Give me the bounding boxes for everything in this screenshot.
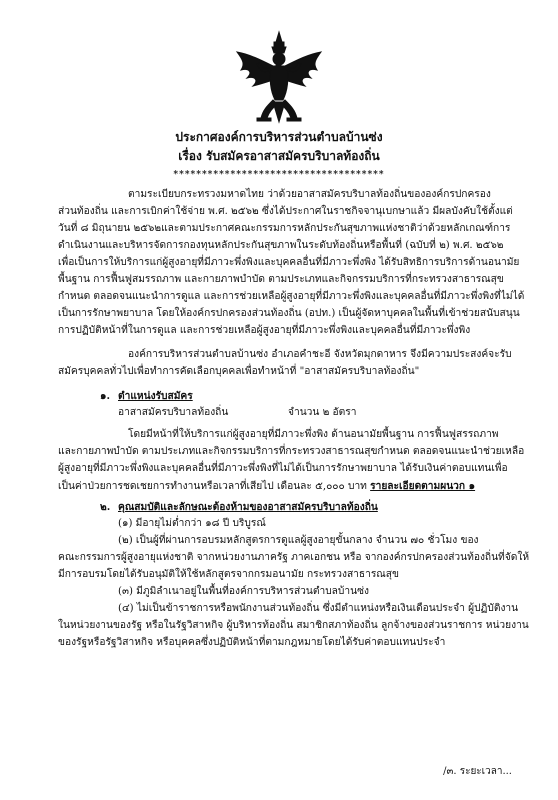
section1-heading: ตำแหน่งรับสมัคร — [118, 390, 193, 402]
intro-line: กำหนด ตลอดจนแนะนำการดูแล และการช่วยเหลือผู้สูงอายุที่มีภาวะพึ่งพิงและบุคคลอื่นที่มีภาวะพึ่งพิงที่ไม่ได้ — [58, 291, 525, 302]
section2-number: ๒. — [100, 501, 111, 513]
details-reference: รายละเอียดตามผนวก ๑ — [370, 480, 476, 492]
announcement-subject: เรื่อง รับสมัครอาสาสมัครบริบาลท้องถิ่น — [178, 149, 380, 163]
qualification-item: (๓) มีภูมิลำเนาอยู่ในพื้นที่องค์การบริหารส่วนตำบลบ้านซ่ง — [118, 586, 369, 597]
position-quota: จำนวน ๒ อัตรา — [288, 407, 357, 418]
section2-heading: คุณสมบัติและลักษณะต้องห้ามของอาสาสมัครบริบาลท้องถิ่น — [118, 501, 378, 513]
intro-line: ตามระเบียบกระทรวงมหาดไทย ว่าด้วยอาสาสมัครบริบาลท้องถิ่นขององค์กรปกครอง — [128, 189, 491, 200]
qualification-item: (๑) มีอายุไม่ต่ำกว่า ๑๘ ปี บริบูรณ์ — [118, 518, 266, 529]
qualification-item: ในหน่วยงานของรัฐ หรือในรัฐวิสาหกิจ ผู้บริหารท้องถิ่น สมาชิกสภาท้องถิ่น ลูกจ้างของส่วนราชการ หน่วยงาน — [58, 620, 529, 631]
intro-line: การปฏิบัติหน้าที่ในการดูแล และการช่วยเหลือผู้สูงอายุที่มีภาวะพึ่งพิงและบุคคลอื่นที่มีภาวะพึ่งพิง — [58, 325, 471, 336]
qualification-item: (๒) เป็นผู้ที่ผ่านการอบรมหลักสูตรการดูแลผู้สูงอายุขั้นกลาง จำนวน ๗๐ ชั่วโมง ของ — [118, 535, 479, 546]
duty-line: และกายภาพบำบัด ตามประเภทและกิจกรรมบริการที่กระทรวงสาธารณสุขกำหนด ตลอดจนแนะนำช่วยเหลือ — [58, 446, 525, 457]
duty-line: โดยมีหน้าที่ให้บริการแก่ผู้สูงอายุที่มีภาวะพึ่งพิง ด้านอนามัยพื้นฐาน การฟื้นฟูสรรถภาพ — [128, 429, 499, 440]
intro-line: ดำเนินงานและบริหารจัดการกองทุนหลักประกันสุขภาพในระดับท้องถิ่นหรือพื้นที่ (ฉบับที่ ๒) พ.ศ. ๒๕๖๒ — [58, 240, 504, 251]
intro-line: เพื่อเป็นการให้บริการแก่ผู้สูงอายุที่มีภาวะพึ่งพิงและบุคคลอื่นที่มีภาวะพึ่งพิง ได้รับสิทธิการบริการด้านอนามัย — [58, 257, 520, 268]
intro-line: ส่วนท้องถิ่น และการเบิกค่าใช้จ่าย พ.ศ. ๒๕๖๒ ซึ่งได้ประกาศในราชกิจจานุเบกษาแล้ว มีผลบังคับใช้ตั้งแต่ — [58, 206, 513, 217]
intro-line: วันที่ ๘ มิถุนายน ๒๕๖๒และตามประกาศคณะกรรมการหลักประกันสุขภาพแห่งชาติว่าด้วยหลักเกณฑ์การ — [58, 223, 511, 234]
garuda-emblem-icon — [233, 30, 325, 126]
section1-number: ๑. — [100, 390, 111, 402]
qualification-item: คณะกรรมการผู้สูงอายุแห่งชาติ จากหน่วยงานภาครัฐ ภาคเอกชน หรือ จากองค์กรปกครองส่วนท้องถิ่นที่จัดให้ — [58, 552, 530, 563]
page-continuation: /๓. ระยะเวลา... — [443, 766, 512, 777]
duty-line — [58, 479, 475, 494]
qualification-item: (๔) ไม่เป็นข้าราชการหรือพนักงานส่วนท้องถิ่น ซึ่งมีตำแหน่งหรือเงินเดือนประจำ ผู้ปฏิบัติงาน — [118, 603, 519, 614]
duty-text: เป็นค่าป่วยการชดเชยการทำงานหรือเวลาที่เสียไป เดือนละ ๕,๐๐๐ บาท — [58, 481, 371, 492]
announcement-title: ประกาศองค์การบริหารส่วนตำบลบ้านซ่ง — [175, 130, 383, 144]
announce-line: องค์การบริหารส่วนตำบลบ้านซ่ง อำเภอคำชะอี จังหวัดมุกดาหาร จึงมีความประสงค์จะรับ — [128, 349, 512, 360]
qualification-item: มีการอบรมโดยได้รับอนุมัติให้ใช้หลักสูตรจากกรมอนามัย กระทรวงสาธารณสุข — [58, 569, 399, 580]
duty-line: ผู้สูงอายุที่มีภาวะพึ่งพิงและบุคคลอื่นที่มีภาวะพึ่งพิงที่ไม่ได้เป็นการรักษาพยาบาล ได้รับเงินค่าตอบแทนเพื่อ — [58, 463, 508, 474]
qualification-item: ของรัฐหรือรัฐวิสาหกิจ หรือบุคคลซึ่งปฏิบัติหน้าที่ตามกฎหมายโดยได้รับค่าตอบแทนประจำ — [58, 637, 446, 648]
intro-line: พื้นฐาน การฟื้นฟูสมรรถภาพ และกายภาพบำบัด ตามประเภทและกิจกรรมบริการที่กระทรวงสาธารณสุข — [58, 274, 504, 285]
announce-line: สมัครบุคคลทั่วไปเพื่อทำการคัดเลือกบุคคลเพื่อทำหน้าที่ "อาสาสมัครบริบาลท้องถิ่น" — [58, 366, 420, 377]
position-name: อาสาสมัครบริบาลท้องถิ่น — [118, 407, 229, 418]
separator-line: ************************************* — [173, 170, 385, 180]
intro-line: เป็นการรักษาพยาบาล โดยให้องค์กรปกครองส่วนท้องถิ่น (อปท.) เป็นผู้จัดหาบุคคลในพื้นที่เข้าช่วยสนับสนุน — [58, 308, 520, 319]
